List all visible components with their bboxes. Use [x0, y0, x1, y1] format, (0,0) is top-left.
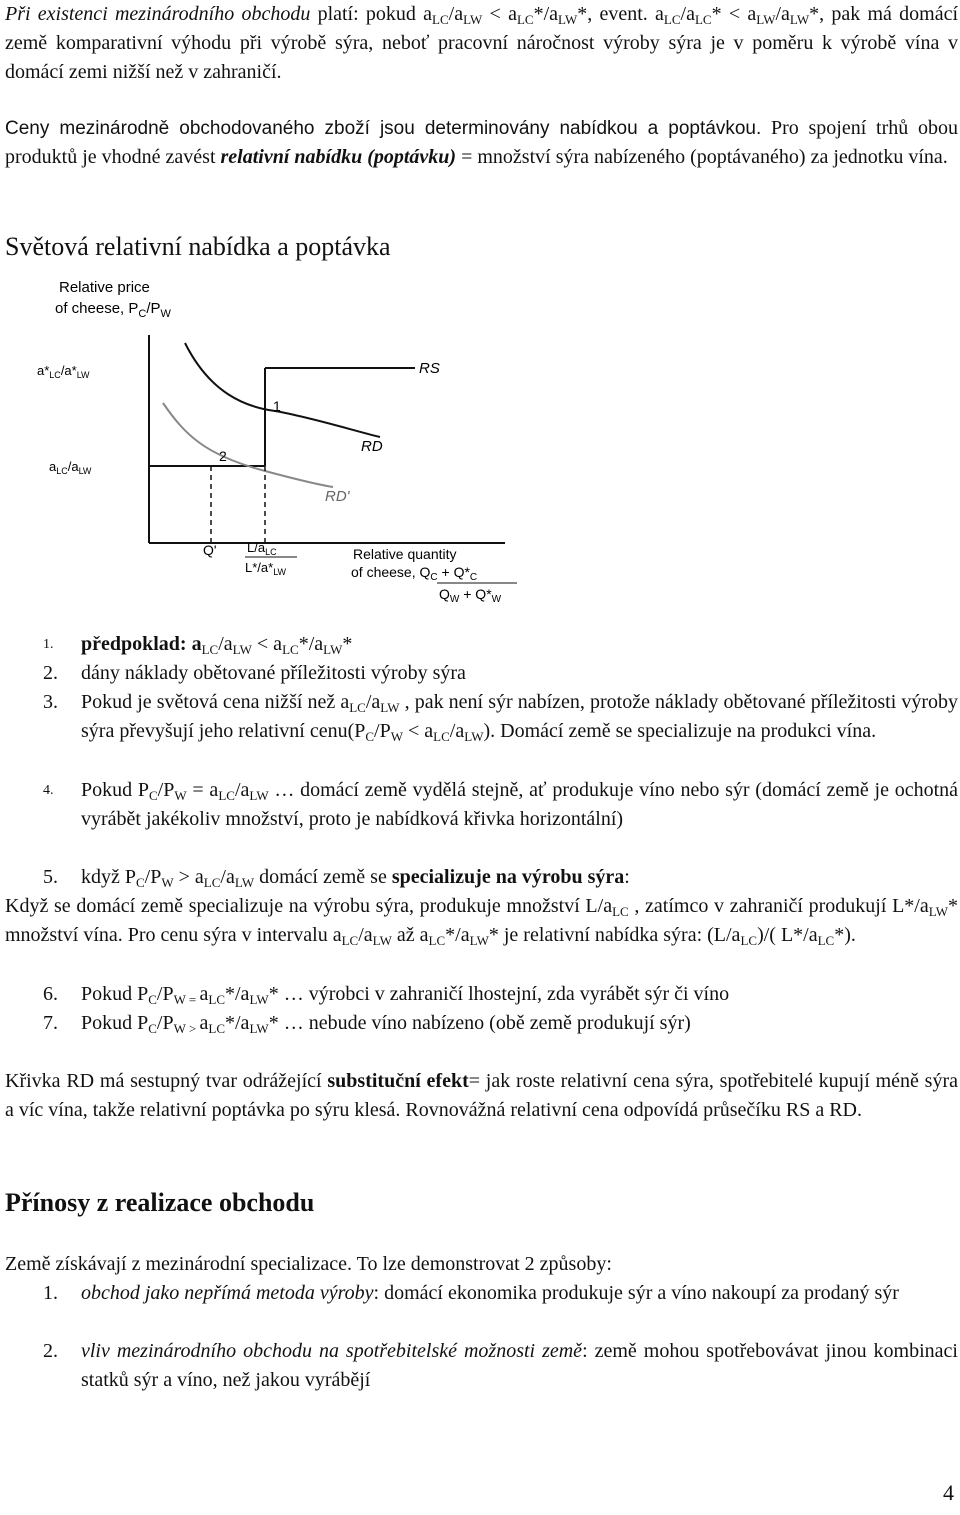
equilibrium-point-1: 1 [273, 398, 281, 414]
x-axis-label-line1: Relative quantity [353, 546, 457, 562]
x-axis-label-line2: of cheese, $Q_C + Q*_C$ [351, 564, 478, 583]
rd-curve-label: RD [361, 438, 383, 455]
paragraph-gains-intro: Země získávají z mezinárodní specializace. To lze demonstrovat 2 způsoby: [5, 1253, 612, 1275]
rd-prime-curve-label: RD' [325, 488, 350, 505]
paragraph-relative-supply: Ceny mezinárodně obchodovaného zboží jsou determinovány nabídkou a poptávkou. Pro spojení trhů obou produktů je vhodné zavést relativní nabídku (poptávku) = množství sýra nabízeného (poptávaného) za jednotku vína. [5, 117, 958, 168]
section-heading-world-supply-demand: Světová relativní nabídka a poptávka [5, 232, 391, 261]
rd-curve [185, 343, 380, 437]
tick-label-foreign-ratio: $a*_{LC}/a*_{LW}$ [37, 363, 90, 380]
y-axis-label-line1: Relative price [59, 279, 150, 296]
page-number: 4 [943, 1480, 954, 1505]
rs-curve-label: RS [419, 360, 440, 377]
x-tick-denominator: $L*/a*_{LW}$ [245, 560, 287, 577]
q-prime-label: Q' [203, 542, 217, 558]
tick-label-home-ratio: $a_{LC}/a_{LW}$ [49, 459, 92, 476]
equilibrium-point-2: 2 [219, 448, 227, 464]
rd-prime-curve [163, 403, 333, 487]
paragraph-comparative-advantage: Při existenci mezinárodního obchodu platí: pokud $a_{LC}/a_{LW} < a_{LC}*/a_{LW}*$, event. $a_{LC}/a_{LC}* < a_{LW}/a_{LW}*$, pak má domácí země komparativní výhodu při výrobě sýra, neboť pracovní náročnost výroby sýra je v poměru k výrobě vína v domácí zemi nižší než v zahraničí. [5, 3, 959, 83]
x-axis-label-denominator: $Q_W + Q*_W$ [439, 586, 502, 605]
paragraph-rd-curve: Křivka RD má sestupný tvar odrážející substituční efekt= jak roste relativní cena sýra, spotřebitelé kupují méně sýra a víc vína, takže relativní poptávka po sýru klesá. Rovnovážná relativní cena odpovídá průsečíku RS a RD. [5, 1070, 958, 1121]
section-heading-trade-gains: Přínosy z realizace obchodu [5, 1188, 315, 1217]
paragraph-specialization: Když se domácí země specializuje na výrobu sýra, produkuje množství $L/a_{LC}$ , zatímco v zahraničí produkují $L*/a_{LW}*$ množství vína. Pro cenu sýra v intervalu $a_{LC}/a_{LW}$ až $a_{LC}*/a_{LW}*$ je relativní nabídka sýra: $(L/a_{LC})/$( $L*/a_{LC}*$). [5, 895, 958, 948]
x-tick-numerator: $L/a_{LC}$ [247, 540, 277, 557]
y-axis-label-line2: of cheese, $P_C/P_W$ [55, 300, 171, 320]
relative-supply-demand-diagram [35, 275, 545, 605]
